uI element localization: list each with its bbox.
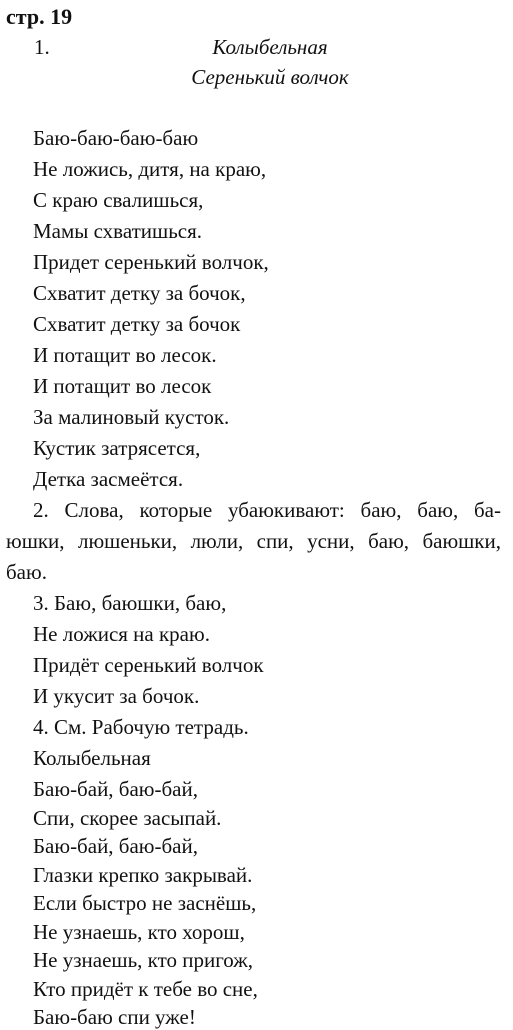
answer-3-line: Не ложися на краю.: [33, 622, 210, 646]
item-number: 1.: [34, 35, 50, 59]
poem-title: Колыбельная: [212, 35, 328, 59]
answer-3-line: И укусит за бочок.: [33, 684, 200, 708]
answer-2-text-1: 2. Слова, которые убаюкивают: баю, баю, ба-: [33, 498, 501, 522]
poem-line: За малиновый кусток.: [33, 405, 230, 429]
poem-line: Мамы схватишься.: [33, 219, 202, 243]
lullaby-line: Глазки крепко закрывай.: [33, 862, 253, 887]
poem-line: И потащит во лесок.: [33, 343, 217, 367]
page-number: стр. 19: [6, 4, 73, 29]
answer-2-text-2: юшки, люшеньки, люли, спи, усни, баю, баюшки,: [6, 529, 501, 553]
poem-line: С краю свалишься,: [33, 188, 204, 212]
answer-4-title: Колыбельная: [33, 746, 151, 770]
poem-line: Баю-баю-баю-баю: [33, 126, 199, 150]
answer-2-line-1: [33, 497, 501, 523]
poem-line: Схватит детку за бочок,: [33, 281, 246, 305]
lullaby-line: Не узнаешь, кто пригож,: [33, 948, 254, 972]
lullaby-line: Кто придёт к тебе во сне,: [33, 976, 258, 1001]
answer-3-line: 3. Баю, баюшки, баю,: [33, 591, 227, 615]
answer-2-line-3: баю.: [6, 560, 47, 584]
lullaby-line: Не узнаешь, кто хорош,: [33, 919, 245, 944]
poem-line: Не ложись, дитя, на краю,: [33, 157, 267, 181]
poem-line: И потащит во лесок: [33, 374, 212, 398]
answer-2-line-2: [6, 528, 501, 554]
lullaby-line: Баю-бай, баю-бай,: [33, 834, 198, 858]
answer-4-intro: 4. См. Рабочую тетрадь.: [33, 715, 249, 739]
poem-line: Детка засмеётся.: [33, 467, 184, 491]
poem-subtitle: Серенький волчок: [191, 65, 349, 89]
poem-line: Схватит детку за бочок: [33, 312, 241, 336]
lullaby-line: Если быстро не заснёшь,: [33, 891, 257, 915]
answer-3-line: Придёт серенький волчок: [33, 653, 264, 677]
poem-line: Придет серенький волчок,: [33, 250, 269, 274]
lullaby-line: Спи, скорее засыпай.: [33, 805, 222, 830]
lullaby-line: Баю-бай, баю-бай,: [33, 777, 198, 801]
lullaby-line-last: Баю-баю спи уже!: [33, 1005, 196, 1029]
poem-line: Кустик затрясется,: [33, 436, 201, 460]
